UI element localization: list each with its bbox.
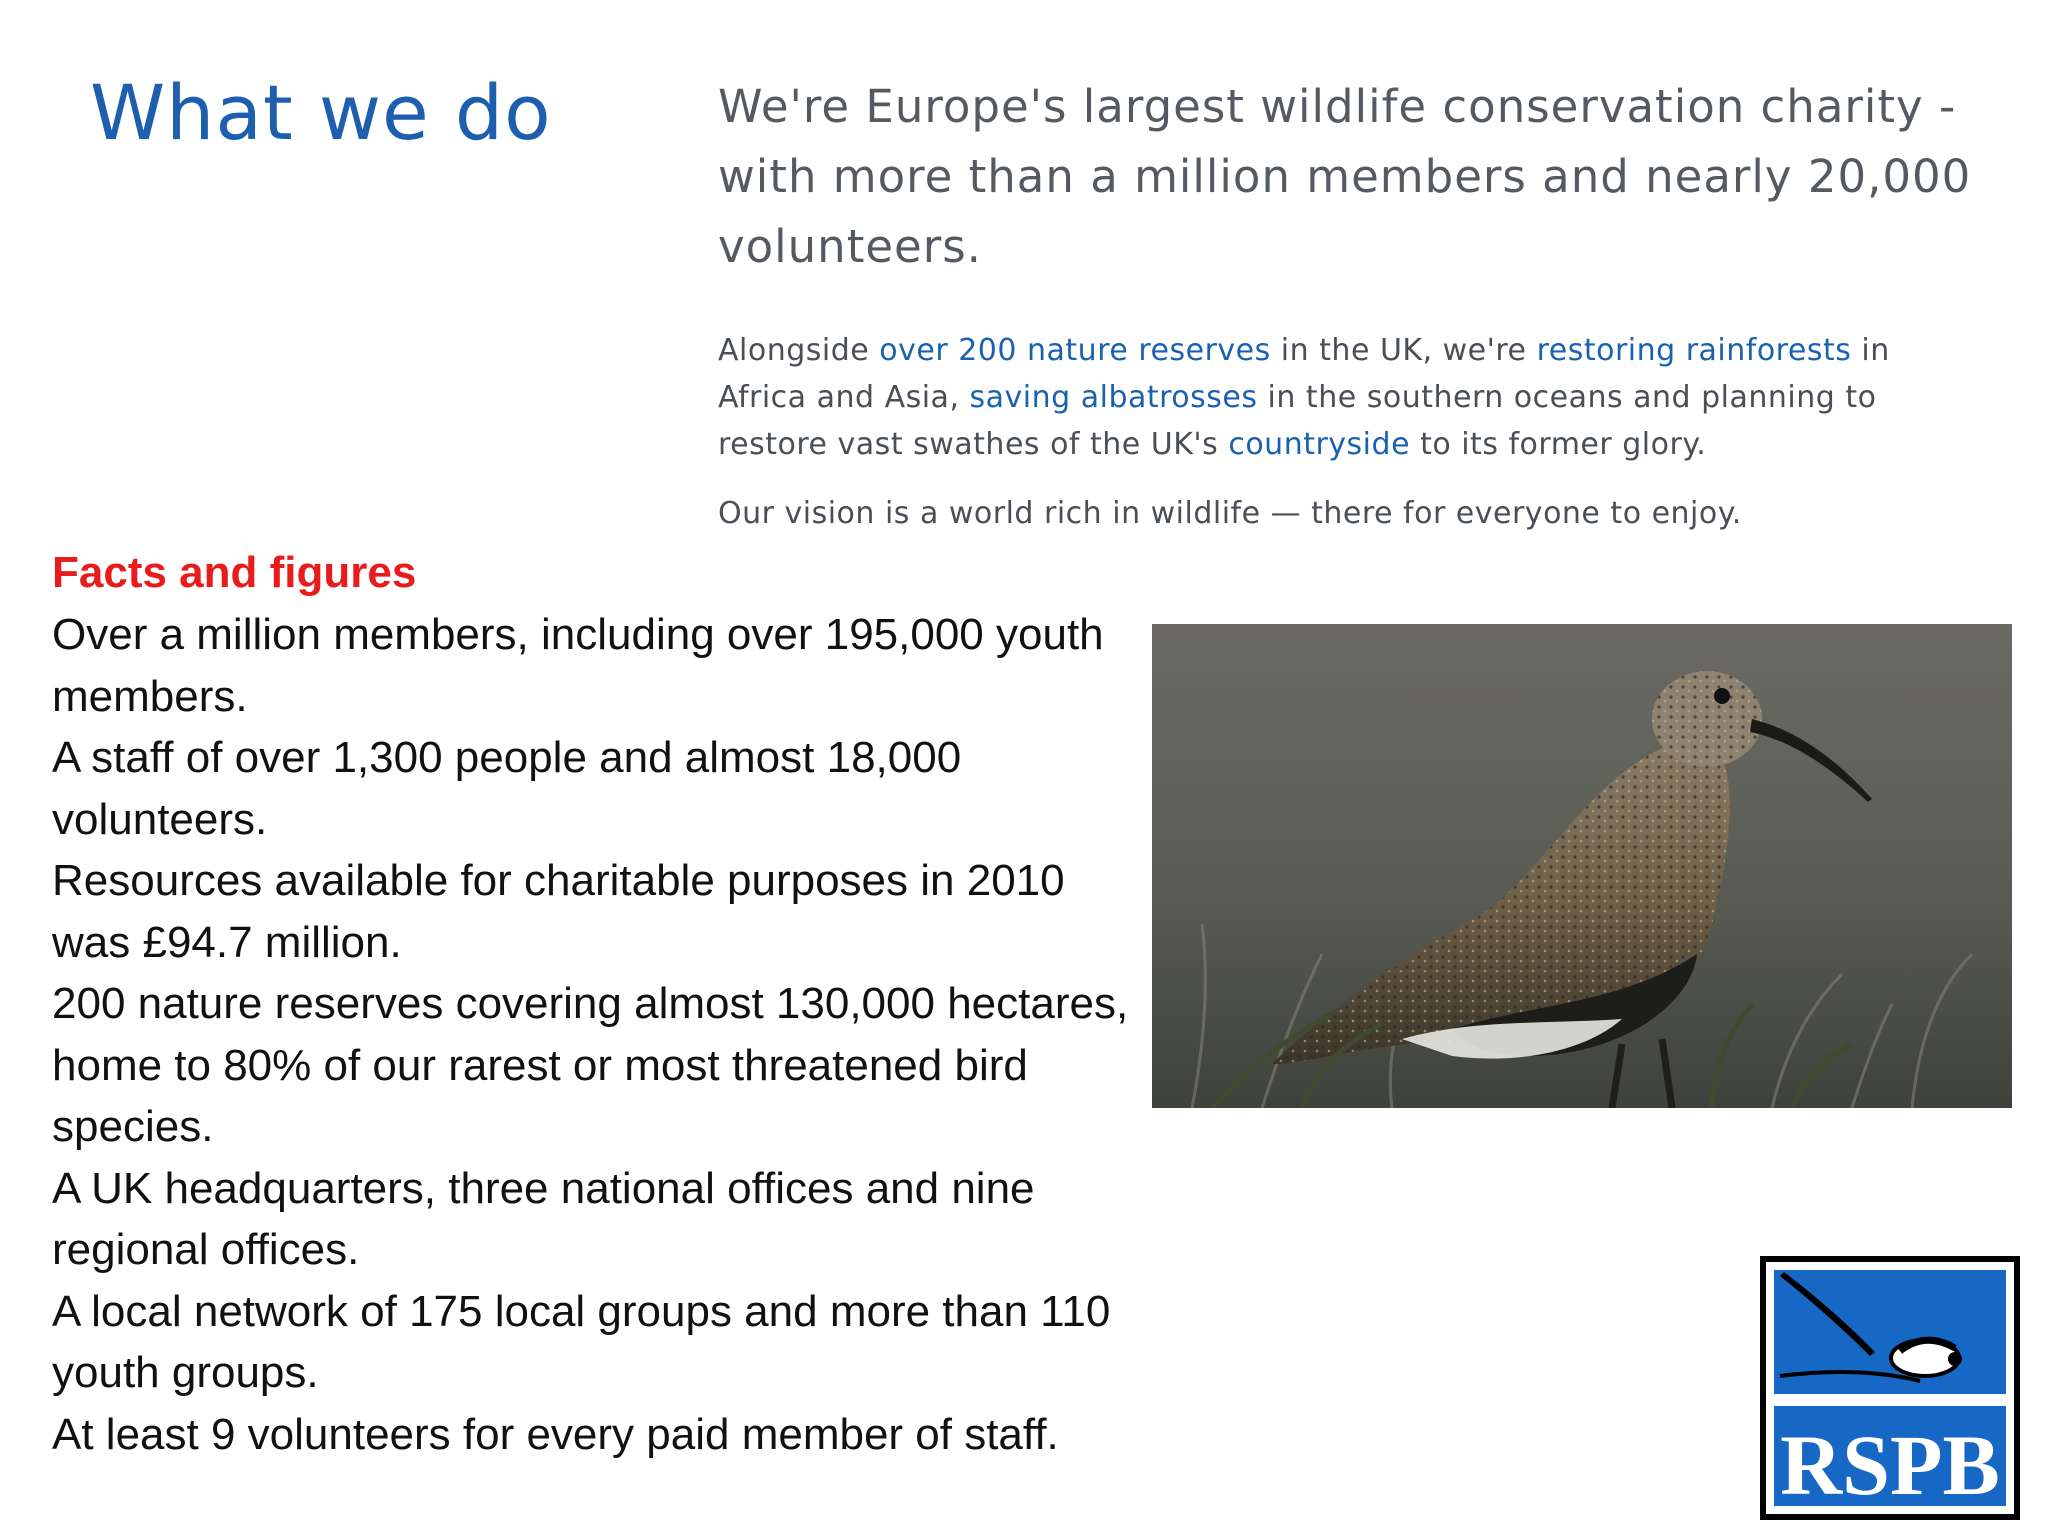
logo-text: RSPB bbox=[1780, 1417, 2000, 1513]
restoring-rainforests-link[interactable]: restoring rainforests bbox=[1536, 333, 1852, 368]
intro-statement: We're Europe's largest wildlife conservation charity - with more than a million members and nearly 20,000 volunteers. bbox=[718, 80, 1972, 273]
countryside-link[interactable]: countryside bbox=[1228, 427, 1411, 462]
nature-reserves-link[interactable]: over 200 nature reserves bbox=[879, 333, 1271, 368]
fact-item: A UK headquarters, three national offices and nine regional offices. bbox=[52, 1163, 1035, 1274]
paragraph-text: in the UK, we're bbox=[1270, 333, 1537, 368]
fact-item: 200 nature reserves covering almost 130,000 hectares, home to 80% of our rarest or most threatened bird species. bbox=[52, 979, 1129, 1151]
saving-albatrosses-link[interactable]: saving albatrosses bbox=[969, 380, 1258, 415]
dunlin-bird-photo bbox=[1152, 624, 2012, 1108]
fact-item: Over a million members, including over 195,000 youth members. bbox=[52, 610, 1104, 721]
facts-list bbox=[52, 604, 1152, 1465]
fact-item: A staff of over 1,300 people and almost 18,000 volunteers. bbox=[52, 733, 962, 844]
reserves-paragraph bbox=[718, 327, 1978, 468]
paragraph-text: in Africa and Asia, bbox=[718, 333, 1890, 415]
fact-item: Resources available for charitable purposes in 2010 was £94.7 million. bbox=[52, 856, 1065, 967]
paragraph-text: to its former glory. bbox=[1410, 427, 1707, 462]
paragraph-text: in the southern oceans and planning to restore vast swathes of the UK's bbox=[718, 380, 1877, 462]
page-title: What we do bbox=[90, 68, 552, 157]
vision-paragraph: Our vision is a world rich in wildlife — there for everyone to enjoy. bbox=[718, 496, 1742, 531]
fact-item: At least 9 volunteers for every paid member of staff. bbox=[52, 1409, 1059, 1459]
facts-heading: Facts and figures bbox=[52, 548, 417, 597]
paragraph-text: Alongside bbox=[718, 333, 880, 368]
fact-item: A local network of 175 local groups and more than 110 youth groups. bbox=[52, 1286, 1111, 1397]
rspb-logo bbox=[1760, 1256, 2020, 1520]
